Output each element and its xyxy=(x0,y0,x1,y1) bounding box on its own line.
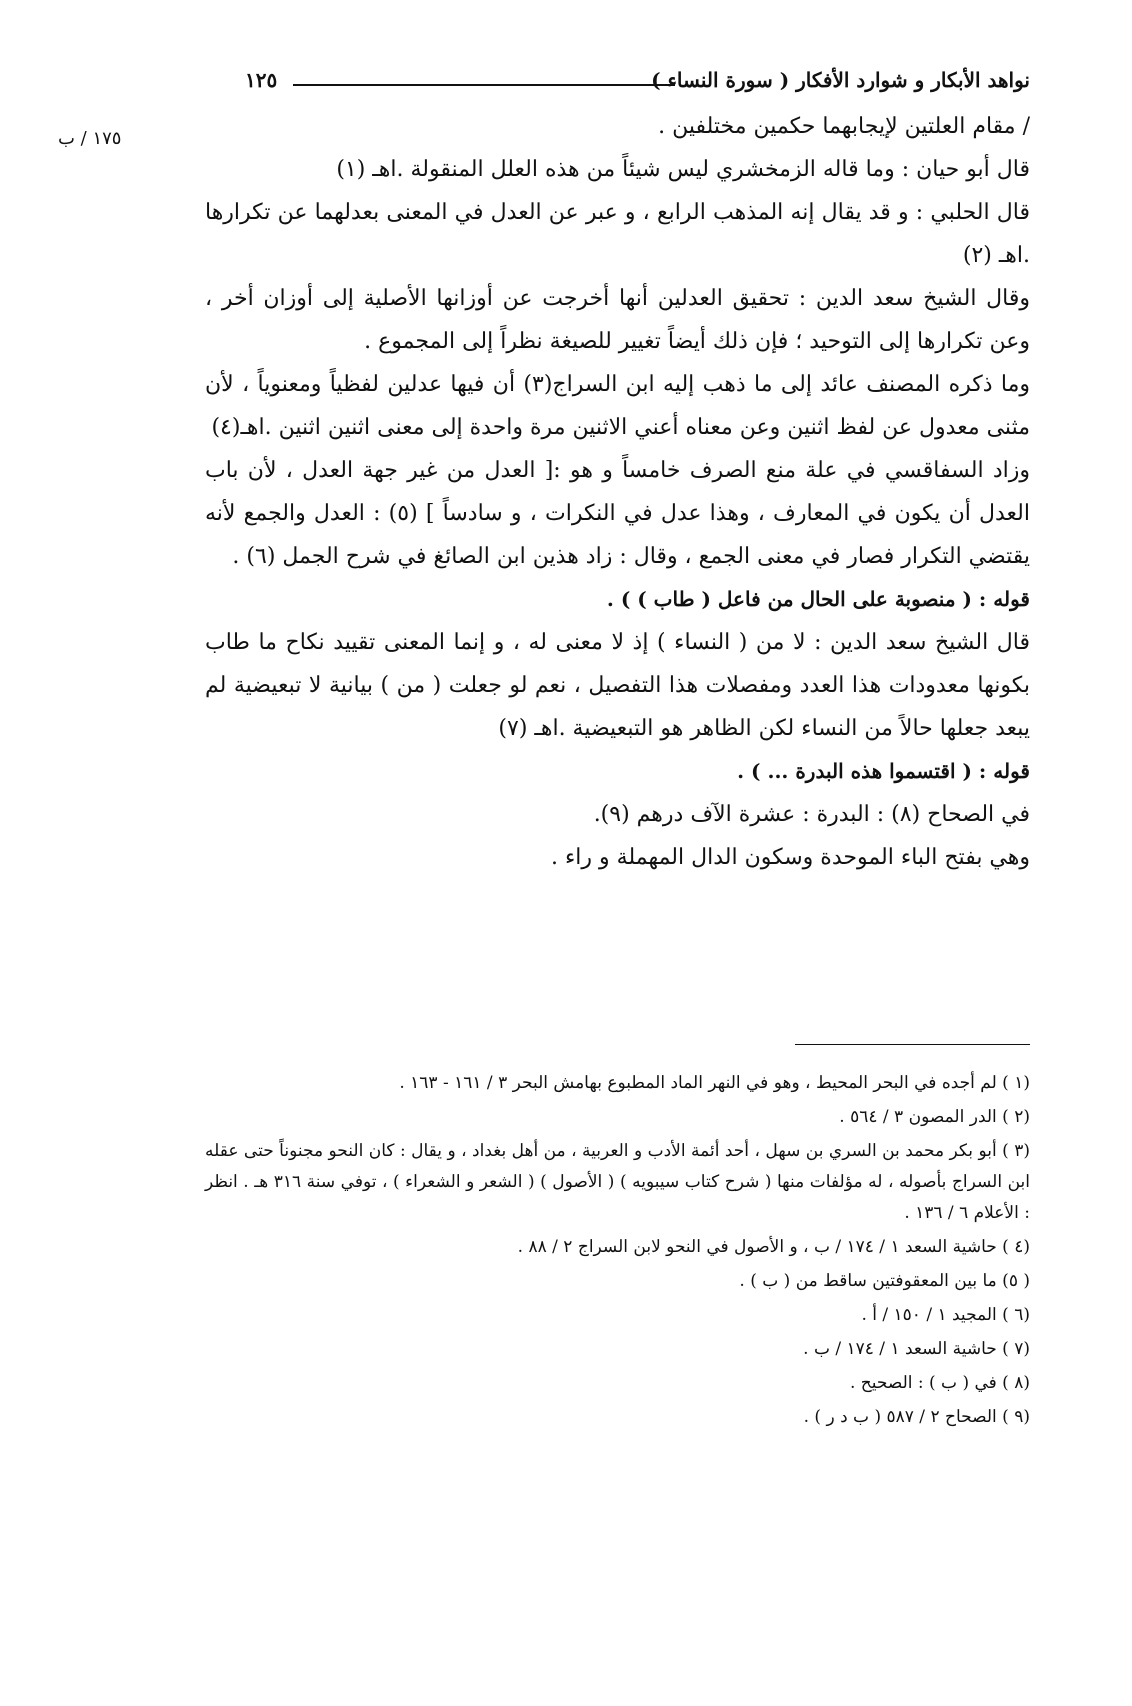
section-heading: قوله : ( اقتسموا هذه البدرة ... ) . xyxy=(737,759,1030,783)
footnote: (٢ ) الدر المصون ٣ / ٥٦٤ . xyxy=(839,1107,1030,1127)
footnote: (٦ ) المجيد ١ / ١٥٠ / أ . xyxy=(861,1305,1030,1325)
paragraph: قال الشيخ سعد الدين : لا من ( النساء ) إذ لا معنى له ، و إنما المعنى تقييد نكاح ما طاب بكونها معدودات هذا العدد ومفصلات هذا التفصيل ، نعم لو جعلت ( من ) بيانية لا تبعيضية لم يبعد جعلها حالاً من النساء لكن الظاهر هو التبعيضية .اهـ (٧) xyxy=(205,630,1030,741)
footnote: (٤ ) حاشية السعد ١ / ١٧٤ / ب ، و الأصول في النحو لابن السراج ٢ / ٨٨ . xyxy=(517,1237,1030,1257)
paragraph: وهي بفتح الباء الموحدة وسكون الدال المهملة و راء . xyxy=(550,845,1030,870)
paragraph: وقال الشيخ سعد الدين : تحقيق العدلين أنها أخرجت عن أوزانها الأصلية إلى أوزان أخر ، وعن تكرارها إلى التوحيد ؛ فإن ذلك أيضاً تغيير للصيغة نظراً إلى المجموع . xyxy=(205,286,1030,354)
footnote: (٩ ) الصحاح ٢ / ٥٨٧ ( ب د ر ) . xyxy=(803,1407,1030,1427)
paragraph: قال أبو حيان : وما قاله الزمخشري ليس شيئاً من هذه العلل المنقولة .اهـ (١) xyxy=(336,157,1030,182)
footnote: (١ ) لم أجده في البحر المحيط ، وهو في النهر الماد المطبوع بهامش البحر ٣ / ١٦١ - ١٦٣ . xyxy=(399,1073,1030,1093)
paragraph: وزاد السفاقسي في علة منع الصرف خامساً و هو :[ العدل من غير جهة العدل ، لأن باب العدل أن يكون في المعارف ، وهذا عدل في النكرات ، و سادساً ] (٥) : العدل والجمع لأنه يقتضي التكرار فصار في معنى الجمع ، وقال : زاد هذين ابن الصائغ في شرح الجمل (٦) . xyxy=(205,458,1030,569)
header-rule xyxy=(293,84,675,86)
footnote: (٨ ) في ( ب ) : الصحيح . xyxy=(849,1373,1030,1393)
paragraph: قال الحلبي : و قد يقال إنه المذهب الرابع ، و عبر عن العدل في المعنى بعدلهما عن تكرارها .اهـ (٢) xyxy=(205,200,1030,268)
footnote-separator xyxy=(795,1044,1030,1045)
paragraph: / مقام العلتين لإيجابهما حكمين مختلفين . xyxy=(658,114,1030,139)
running-header xyxy=(245,68,1030,102)
footnote: ( ٥) ما بين المعقوفتين ساقط من ( ب ) . xyxy=(739,1271,1030,1291)
page-number: ١٢٥ xyxy=(245,68,278,92)
paragraph: في الصحاح (٨) : البدرة : عشرة الآف درهم (٩). xyxy=(593,802,1030,827)
header-title: نواهد الأبكار و شوارد الأفكار ( سورة النساء ) xyxy=(651,68,1030,92)
paragraph: وما ذكره المصنف عائد إلى ما ذهب إليه ابن السراج(٣) أن فيها عدلين لفظياً ومعنوياً ، لأن مثنى معدول عن لفظ اثنين وعن معناه أعني الاثنين مرة واحدة إلى معنى اثنين اثنين .اهـ(٤) xyxy=(205,372,1030,440)
footnote: (٧ ) حاشية السعد ١ / ١٧٤ / ب . xyxy=(803,1339,1030,1359)
section-heading: قوله : ( منصوبة على الحال من فاعل ( طاب ) ) . xyxy=(606,587,1030,611)
main-text xyxy=(205,105,1030,879)
footnote: (٣ ) أبو بكر محمد بن السري بن سهل ، أحد أئمة الأدب و العربية ، من أهل بغداد ، و يقال : كان النحو مجنوناً حتى عقله ابن السراج بأصوله ، له مؤلفات منها ( شرح كتاب سيبويه ) ( الأصول ) ( الشعر و الشعراء ) ، توفي سنة ٣١٦ هـ . انظر : الأعلام ٦ / ١٣٦ . xyxy=(205,1141,1031,1223)
footnotes xyxy=(205,1068,1030,1436)
margin-folio-note: ١٧٥ / ب xyxy=(58,128,122,149)
